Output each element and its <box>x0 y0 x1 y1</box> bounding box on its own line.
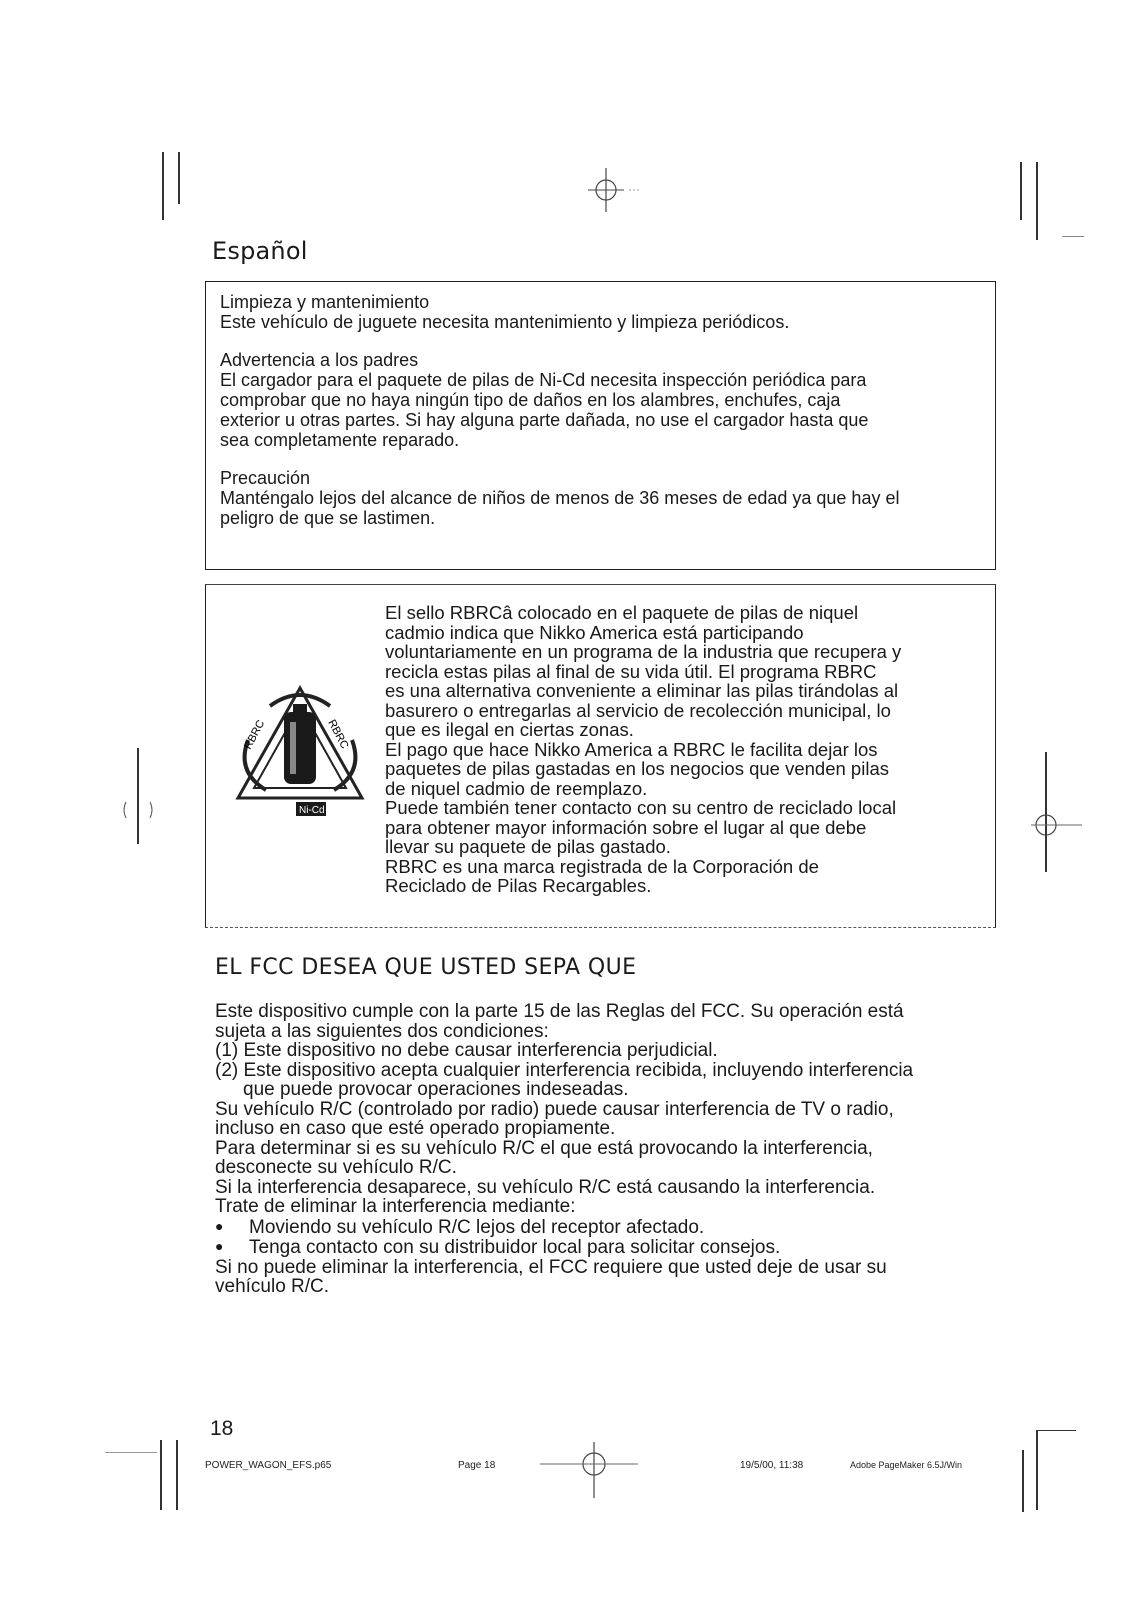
fcc-line: vehículo R/C. <box>215 1276 330 1297</box>
caution-line: peligro de que se lastimen. <box>220 508 436 528</box>
parents-line: comprobar que no haya ningún tipo de daños en los alambres, enchufes, caja <box>220 390 841 410</box>
fcc-bullet: ● Tenga contacto con su distribuidor local para solicitar consejos. <box>215 1237 1015 1258</box>
fcc-bullet: ● Moviendo su vehículo R/C lejos del receptor afectado. <box>215 1217 1015 1238</box>
fcc-line: que puede provocar operaciones indeseadas. <box>243 1079 629 1100</box>
parents-line: sea completamente reparado. <box>220 430 460 450</box>
maintenance-text: Este vehículo de juguete necesita mantenimiento y limpieza periódicos. <box>220 312 790 332</box>
crop-mark <box>1020 162 1022 220</box>
registration-mark-icon <box>118 790 158 830</box>
registration-mark-icon <box>583 160 643 220</box>
maintenance-heading: Limpieza y mantenimiento <box>220 292 430 312</box>
fcc-line: Para determinar si es su vehículo R/C el que está provocando la interferencia, <box>215 1137 873 1159</box>
logo-text: RBRC <box>325 717 351 751</box>
fcc-body <box>215 1002 1015 1297</box>
fcc-line: desconecte su vehículo R/C. <box>215 1157 457 1178</box>
registration-mark-icon <box>540 1440 640 1500</box>
crop-mark <box>162 152 164 220</box>
rbrc-seal-logo <box>230 680 370 830</box>
rbrc-line: basurero o entregarlas al servicio de recolección municipal, lo <box>385 699 891 721</box>
rbrc-line: es una alternativa conveniente a eliminar las pilas tirándolas al <box>385 680 899 701</box>
footer-file: POWER_WAGON_EFS.p65 <box>205 1460 332 1471</box>
logo-text: RBRC <box>242 718 268 752</box>
language-title: Español <box>212 237 308 265</box>
fcc-line: Trate de eliminar la interferencia mediante: <box>215 1196 576 1217</box>
rbrc-line: paquetes de pilas gastadas en los negocios que venden pilas <box>385 758 889 779</box>
caution-line: Manténgalo lejos del alcance de niños de menos de 36 meses de edad ya que hay el <box>220 488 900 508</box>
fcc-line: (2) Este dispositivo acepta cualquier interferencia recibida, incluyendo interferencia <box>215 1059 914 1081</box>
page-number: 18 <box>210 1417 234 1440</box>
rbrc-line: para obtener mayor información sobre el lugar al que debe <box>385 816 867 838</box>
rbrc-line: El sello RBRCâ colocado en el paquete de pilas de niquel <box>385 602 859 623</box>
rbrc-line: recicla estas pilas al final de su vida útil. El programa RBRC <box>385 660 877 682</box>
fcc-line: Si la interferencia desaparece, su vehículo R/C está causando la interferencia. <box>215 1176 876 1198</box>
parents-heading: Advertencia a los padres <box>220 350 419 370</box>
rbrc-line: cadmio indica que Nikko America está participando <box>385 621 804 643</box>
rbrc-line: El pago que hace Nikko America a RBRC le facilita dejar los <box>385 738 878 760</box>
fcc-line: sujeta a las siguientes dos condiciones: <box>215 1020 549 1042</box>
fcc-line: Este dispositivo cumple con la parte 15 de las Reglas del FCC. Su operación está <box>215 1001 904 1022</box>
maintenance-box <box>205 281 996 570</box>
fcc-line: Su vehículo R/C (controlado por radio) puede causar interferencia de TV o radio, <box>215 1098 894 1120</box>
logo-subtext: Ni-Cd <box>299 805 325 816</box>
crop-mark <box>1022 1450 1024 1512</box>
parents-line: exterior u otras partes. Si hay alguna parte dañada, no use el cargador hasta que <box>220 410 869 430</box>
rbrc-line: Reciclado de Pilas Recargables. <box>385 875 652 896</box>
crop-mark <box>1036 1430 1038 1510</box>
rbrc-line: RBRC es una marca registrada de la Corporación de <box>385 855 819 877</box>
rbrc-text <box>385 603 981 896</box>
crop-mark <box>1062 236 1084 237</box>
fcc-line: (1) Este dispositivo no debe causar interferencia perjudicial. <box>215 1040 718 1061</box>
crop-mark <box>1036 1430 1076 1431</box>
fcc-line: Si no puede eliminar la interferencia, el FCC requiere que usted deje de usar su <box>215 1256 887 1278</box>
fcc-line: incluso en caso que esté operado propiamente. <box>215 1118 616 1139</box>
crop-mark <box>160 1440 162 1510</box>
parents-line: El cargador para el paquete de pilas de Ni-Cd necesita inspección periódica para <box>220 370 867 390</box>
rbrc-line: Puede también tener contacto con su centro de reciclado local <box>385 797 897 818</box>
fcc-title: EL FCC DESEA QUE USTED SEPA QUE <box>215 955 637 980</box>
crop-mark <box>176 1440 178 1510</box>
caution-heading: Precaución <box>220 468 311 488</box>
rbrc-line: de niquel cadmio de reemplazo. <box>385 777 648 799</box>
rbrc-line: voluntariamente en un programa de la industria que recupera y <box>385 641 902 662</box>
footer-app: Adobe PageMaker 6.5J/Win <box>850 1460 963 1470</box>
crop-mark <box>1036 162 1038 240</box>
crop-mark <box>178 152 180 204</box>
footer-page: Page 18 <box>458 1460 496 1471</box>
rbrc-line: que es ilegal en ciertas zonas. <box>385 719 634 740</box>
rbrc-line: llevar su paquete de pilas gastado. <box>385 836 671 857</box>
registration-mark-icon <box>1030 805 1086 845</box>
crop-mark <box>105 1452 157 1453</box>
footer-date: 19/5/00, 11:38 <box>740 1460 804 1471</box>
